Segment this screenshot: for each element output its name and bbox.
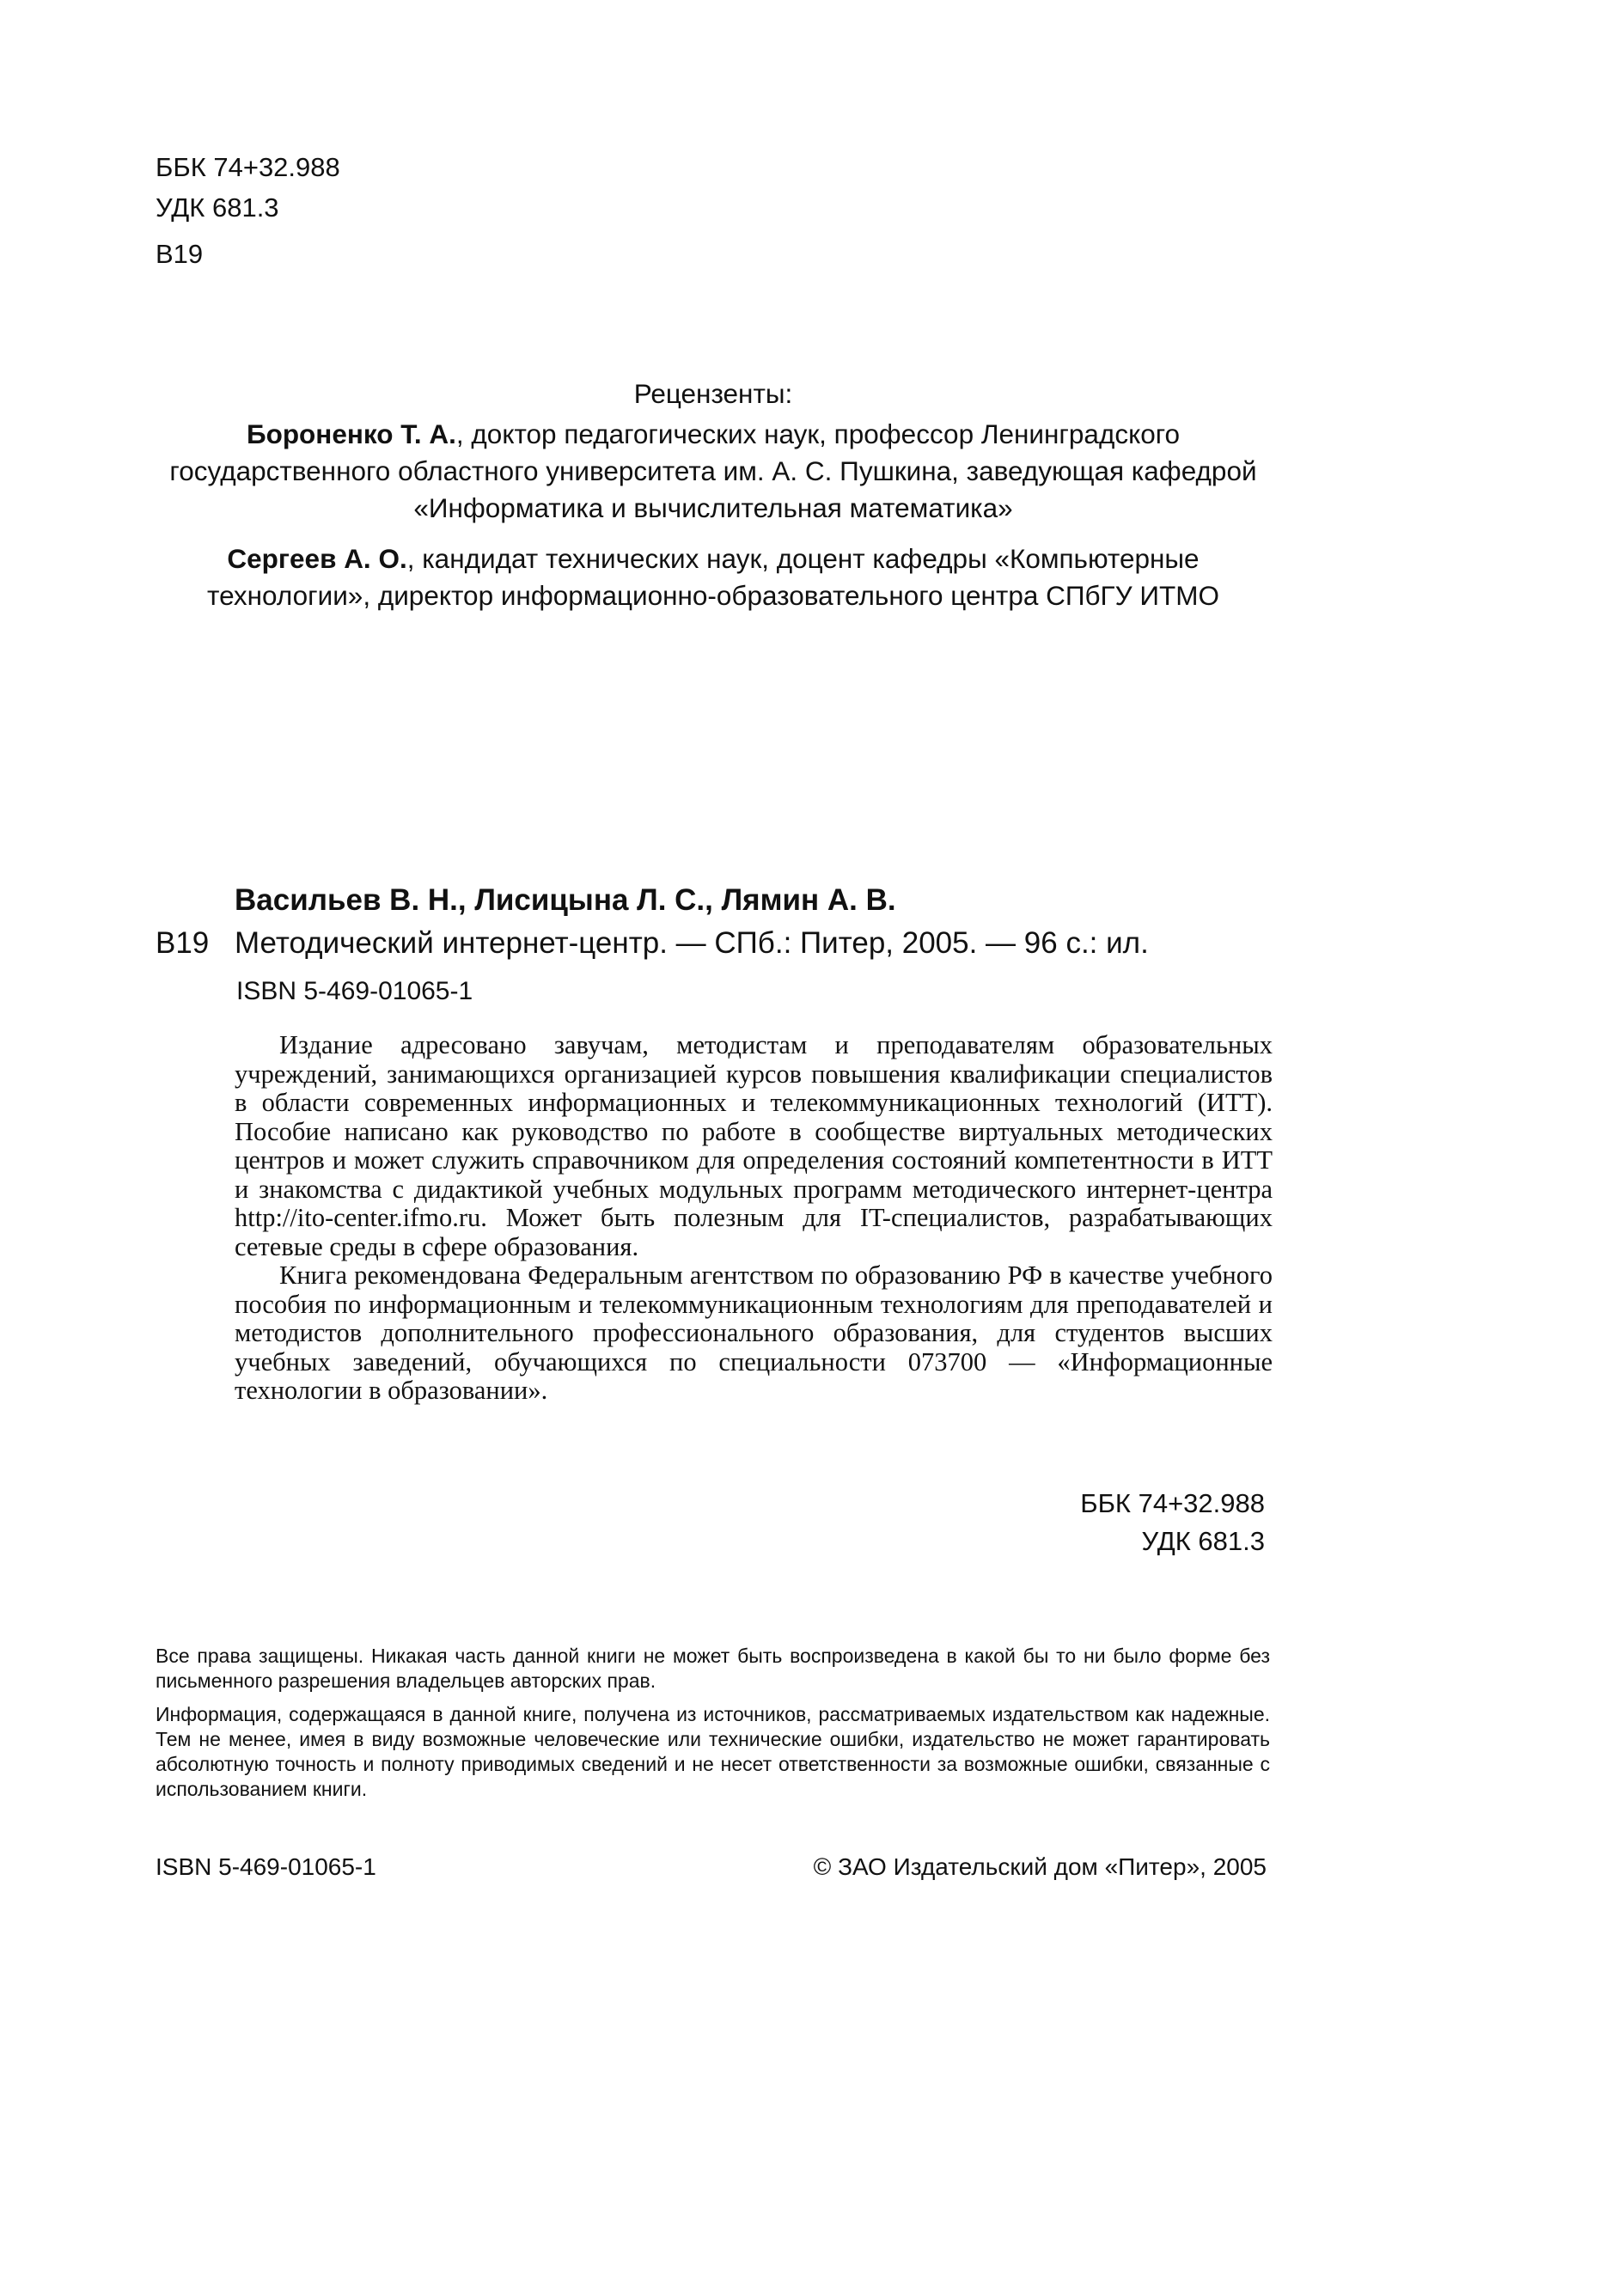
reviewer-name: Сергеев А. О. xyxy=(227,543,407,574)
annotation-paragraph: Книга рекомендована Федеральным агентством по образованию РФ в качестве учебного пособия по информационным и телекоммуникационным технологиям для преподавателей и методистов дополнительного профессионального образования, для студентов высших учебных заведений, обучающихся по специальности 073700 — «Информационные технологии в образовании». xyxy=(235,1261,1273,1405)
reviewers-block xyxy=(155,375,1272,614)
book-title: Методический интернет-центр. — СПб.: Питер, 2005. — 96 с.: ил. xyxy=(235,926,1149,960)
footer-isbn: ISBN 5-469-01065-1 xyxy=(156,1853,376,1880)
classification-codes-right xyxy=(945,1485,1265,1560)
disclaimer-notice: Информация, содержащаяся в данной книге, получена из источников, рассматриваемых издательством как надежные. Тем не менее, имея в виду возможные человеческие или технические ошибки, издательство не может гарантировать абсолютную точность и полноту приводимых сведений и не несет ответственности за возможные ошибки, связанные с использованием книги. xyxy=(156,1703,1270,1800)
reviewer-name: Бороненко Т. А. xyxy=(246,418,456,449)
reviewer-entry xyxy=(155,540,1272,614)
reviewers-heading: Рецензенты: xyxy=(633,378,793,409)
book-isbn: ISBN 5-469-01065-1 xyxy=(236,977,473,1005)
annotation xyxy=(235,1031,1273,1406)
copyright: © ЗАО Издательский дом «Питер», 2005 xyxy=(813,1853,1267,1880)
legal-block xyxy=(156,1644,1270,1802)
reviewer-description: , доктор педагогических наук, профессор Ленинградского государственного областного университета им. А. С. Пушкина, заведующая кафедрой «Информатика и вычислительная математика» xyxy=(169,418,1257,523)
book-mark: В19 xyxy=(156,926,210,960)
annotation-paragraph: Издание адресовано завучам, методистам и преподавателям образовательных учреждений, занимающихся организацией курсов повышения квалификации специалистов в области современных информационных и телекоммуникационных технологий (ИТТ). Пособие написано как руководство по работе в сообществе виртуальных методических центров и может служить справочником для определения состояний компетентности в ИТТ и знакомства с дидактикой учебных модульных программ методического интернет-центра http://ito-center.ifmo.ru. Может быть полезным для IT-специалистов, разрабатывающих сетевые среды в сфере образования. xyxy=(235,1030,1273,1261)
book-authors: Васильев В. Н., Лисицына Л. С., Лямин А. В. xyxy=(235,883,896,917)
udk-code: УДК 681.3 xyxy=(156,192,279,223)
bbk-code-right: ББК 74+32.988 xyxy=(1080,1488,1265,1518)
rights-notice: Все права защищены. Никакая часть данной книги не может быть воспроизведена в какой бы то ни было форме без письменного разрешения владельцев авторских прав. xyxy=(156,1645,1270,1692)
bbk-code: ББК 74+32.988 xyxy=(156,152,340,182)
udk-code-right: УДК 681.3 xyxy=(1141,1526,1265,1556)
author-mark: В19 xyxy=(156,239,204,269)
reviewer-description: , кандидат технических наук, доцент кафедры «Компьютерные технологии», директор информационно-образовательного центра СПбГУ ИТМО xyxy=(207,543,1219,611)
reviewer-entry xyxy=(155,416,1272,527)
